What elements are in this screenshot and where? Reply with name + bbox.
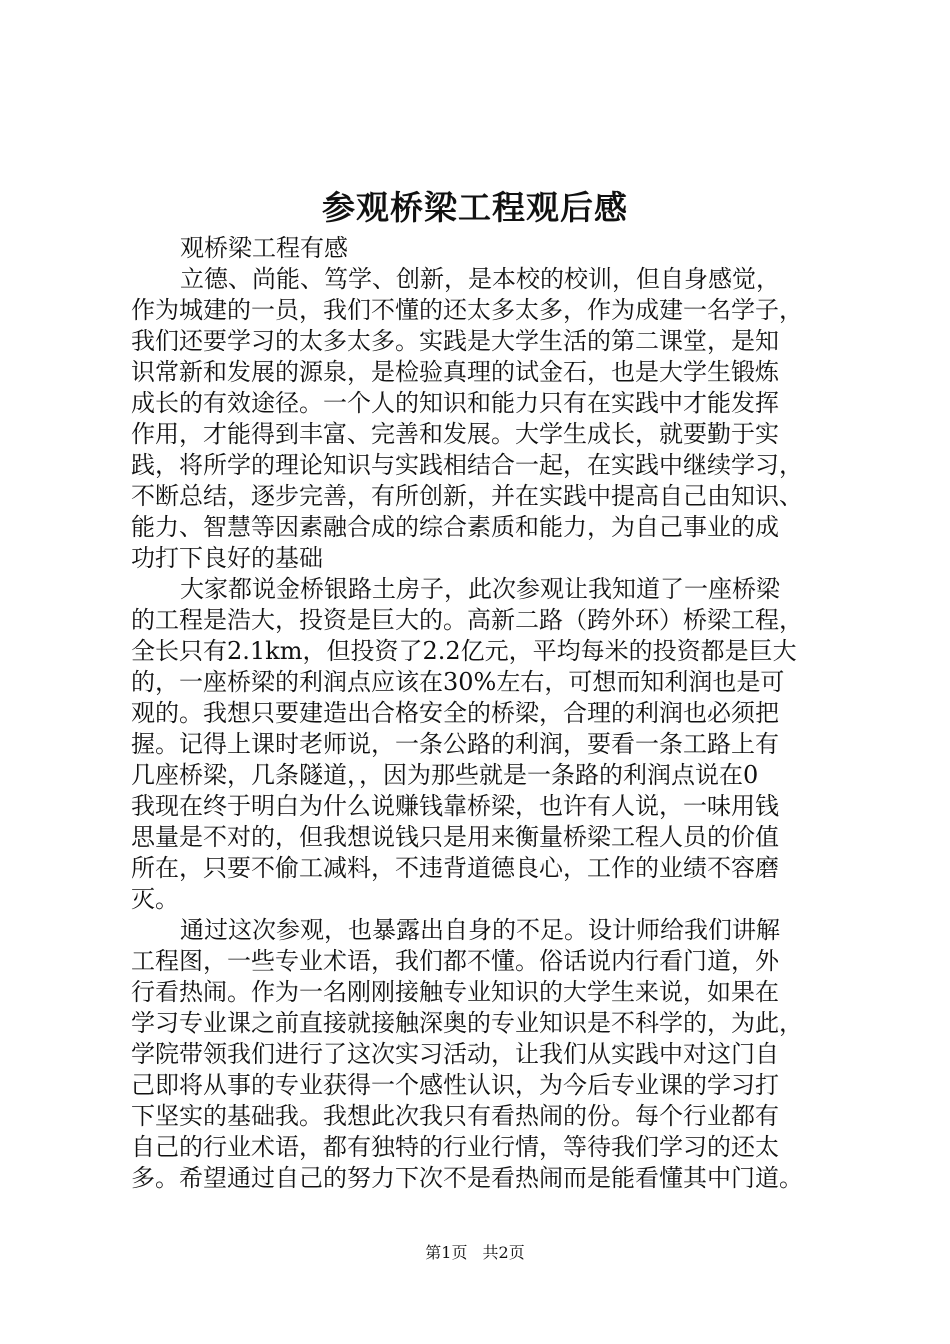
text-line <box>131 605 843 636</box>
text-line-content: 识常新和发展的源泉，是检验真理的试金石，也是大学生锻炼 <box>131 358 779 386</box>
text-line-content: 全长只有2.1km，但投资了2.2亿元，平均每米的投资都是巨大 <box>131 637 797 665</box>
text-line <box>131 915 843 946</box>
text-line <box>131 729 843 760</box>
text-line <box>131 822 843 853</box>
text-line <box>131 264 843 295</box>
text-line <box>131 1163 843 1194</box>
text-line <box>131 512 843 543</box>
text-line-content: 自己的行业术语，都有独特的行业行情，等待我们学习的还太 <box>131 1133 779 1161</box>
text-line-content: 成长的有效途径。一个人的知识和能力只有在实践中才能发挥 <box>131 389 779 417</box>
text-line <box>131 1101 843 1132</box>
document-title: 参观桥梁工程观后感 <box>322 188 628 227</box>
text-line <box>131 326 843 357</box>
page-number: 第1页 <box>425 1243 468 1262</box>
text-line-content: 作用，才能得到丰富、完善和发展。大学生成长，就要勤于实 <box>131 420 779 448</box>
text-line-content: 我现在终于明白为什么说赚钱靠桥梁，也许有人说，一味用钱 <box>131 792 779 820</box>
text-line <box>131 450 843 481</box>
text-line <box>131 543 843 574</box>
text-line-content: 践，将所学的理论知识与实践相结合一起，在实践中继续学习， <box>131 451 803 479</box>
text-line-content: 立德、尚能、笃学、创新，是本校的校训，但自身感觉， <box>180 265 780 293</box>
text-line-content: 学习专业课之前直接就接触深奥的专业知识是不科学的，为此， <box>131 1009 803 1037</box>
text-line <box>131 853 843 884</box>
text-line-content: 行看热闹。作为一名刚刚接触专业知识的大学生来说，如果在 <box>131 978 779 1006</box>
text-line-content: 观桥梁工程有感 <box>180 234 348 262</box>
text-line <box>131 1008 843 1039</box>
text-line-content: 握。记得上课时老师说，一条公路的利润，要看一条工路上有 <box>131 730 779 758</box>
text-line-content: 通过这次参观，也暴露出自身的不足。设计师给我们讲解 <box>180 916 780 944</box>
text-line <box>131 574 843 605</box>
page-footer <box>0 1241 950 1265</box>
text-line <box>131 388 843 419</box>
text-line <box>131 636 843 667</box>
text-line-content: 的工程是浩大，投资是巨大的。高新二路（跨外环）桥梁工程， <box>131 606 803 634</box>
text-line <box>131 1070 843 1101</box>
text-line-content: 多。希望通过自己的努力下次不是看热闹而是能看懂其中门道。 <box>131 1164 803 1192</box>
text-line <box>131 295 843 326</box>
text-line <box>131 946 843 977</box>
text-line <box>131 1132 843 1163</box>
text-line <box>131 791 843 822</box>
text-line <box>131 233 843 264</box>
text-line-content: 己即将从事的专业获得一个感性认识，为今后专业课的学习打 <box>131 1071 779 1099</box>
text-line <box>131 760 843 791</box>
text-line <box>131 977 843 1008</box>
text-line <box>131 698 843 729</box>
text-line-content: 我们还要学习的太多太多。实践是大学生活的第二课堂，是知 <box>131 327 779 355</box>
document-body <box>131 233 843 1194</box>
text-line-content: 学院带领我们进行了这次实习活动，让我们从实践中对这门自 <box>131 1040 779 1068</box>
text-line <box>131 667 843 698</box>
text-line <box>131 884 843 915</box>
text-line-content: 功打下良好的基础 <box>131 544 323 572</box>
text-line-content: 观的。我想只要建造出合格安全的桥梁，合理的利润也必须把 <box>131 699 779 727</box>
text-line-content: 不断总结，逐步完善，有所创新，并在实践中提高自己由知识、 <box>131 482 803 510</box>
text-line-content: 作为城建的一员，我们不懂的还太多太多，作为成建一名学子， <box>131 296 803 324</box>
text-line-content: 工程图，一些专业术语，我们都不懂。俗话说内行看门道，外 <box>131 947 779 975</box>
text-line-content: 能力、智慧等因素融合成的综合素质和能力，为自己事业的成 <box>131 513 779 541</box>
text-line-content: 几座桥梁，几条隧道，，因为那些就是一条路的利润点说在0 <box>131 761 759 789</box>
page-total: 共2页 <box>482 1243 525 1262</box>
text-line <box>131 1039 843 1070</box>
text-line-content: 灭。 <box>131 885 179 913</box>
text-line-content: 大家都说金桥银路土房子，此次参观让我知道了一座桥梁 <box>180 575 780 603</box>
text-line <box>131 481 843 512</box>
text-line <box>131 357 843 388</box>
text-line-content: 下坚实的基础我。我想此次我只有看热闹的份。每个行业都有 <box>131 1102 779 1130</box>
text-line-content: 的，一座桥梁的利润点应该在30%左右，可想而知利润也是可 <box>131 668 785 696</box>
text-line <box>131 419 843 450</box>
text-line-content: 思量是不对的，但我想说钱只是用来衡量桥梁工程人员的价值 <box>131 823 779 851</box>
text-line-content: 所在，只要不偷工减料，不违背道德良心，工作的业绩不容磨 <box>131 854 779 882</box>
